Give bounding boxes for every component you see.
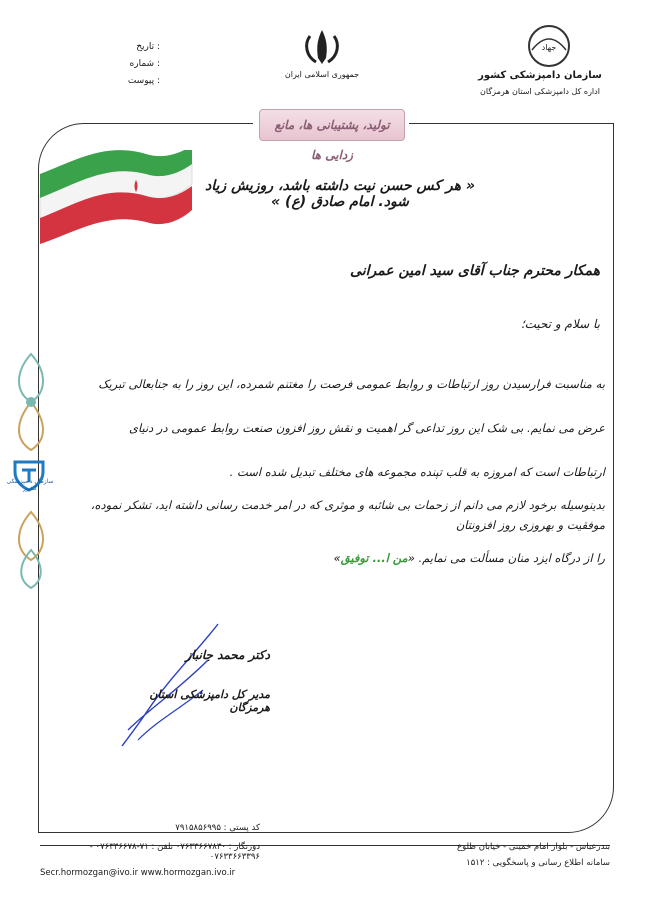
org-name: سازمان دامپزشکی کشور [478,70,602,81]
attachment-label: : پیوست [127,76,160,86]
closing-text: را از درگاه ایزد منان مسألت می نمایم. « [407,551,605,565]
signature-icon [108,620,228,750]
info-line: سامانه اطلاع رسانی و پاسخگویی : ۱۵۱۲ [466,858,610,868]
slogan-banner [253,103,409,162]
org-subtitle: اداره کل دامپزشکی استان هرمزگان [480,87,600,96]
side-logo-caption: سازمان دامپزشکی کشور [6,478,54,492]
ornament-lower-icon [10,510,52,590]
date-label: : تاریخ [136,42,160,52]
iran-flag-icon [36,150,196,245]
greeting: با سلام و تحیت؛ [520,317,600,331]
hadith-quote: « هر کس حسن نیت داشته باشد، روزیش زیاد شود. امام صادق (ع) » [205,178,475,210]
iran-emblem-icon [298,28,346,68]
slogan-text: تولید، پشتیبانی ها، مانع زدایی ها [259,109,405,141]
phone-fax: دورنگار : ۰۷۶۳۳۶۶۷۸۳۰ تلفن : ۷۱-۰۷۶۳۳۶۶۷۸ - ۰۷۶۳۳۶۶۳۳۹۶ [89,842,260,862]
postal-code: کد پستی : ۷۹۱۵۸۵۶۹۹۵ [175,823,260,833]
body-paragraph-1: به مناسبت فرارسیدن روز ارتباطات و روابط عمومی فرصت را مغتنم شمرده، این روز را به جنابعالی تبریک عرض می نمایم. بی شک این روز تداعی گر اهمیت و نقش روز افزون صنعت روابط عمومی در دنیای ارتباطات است که امروزه به قلب تپنده مجموعه های مختلف تبدیل شده است . [98,377,605,479]
closing-highlight: من ا... توفیق [340,551,408,565]
body-paragraph-2: بدینوسیله برخود لازم می دانم از زحمات بی شائبه و موثری که در امر خدمت رسانی داشته اید، تشکر نموده، موفقیت و بهروزی روز افزونتان [90,498,605,532]
org-logo-icon [524,22,574,70]
country-name: جمهوری اسلامی ایران [284,70,360,79]
ornament-icon [10,352,52,452]
recipient-salutation: همکار محترم جناب آقای سید امین عمرانی [350,263,600,279]
closing-end: » [333,551,341,565]
svg-text:جهاد: جهاد [541,43,557,52]
signatory-name: دکتر محمد جانباز [185,648,270,662]
signatory-title: مدیر کل دامپزشکی استان هرمزگان [149,688,270,714]
number-label: : شماره [129,59,160,69]
closing-line [90,551,605,565]
address: بندرعباس - بلوار امام خمینی - خیابان طلوع [457,842,610,852]
email-website[interactable]: Secr.hormozgan@ivo.ir www.hormozgan.ivo.ir [40,868,236,878]
